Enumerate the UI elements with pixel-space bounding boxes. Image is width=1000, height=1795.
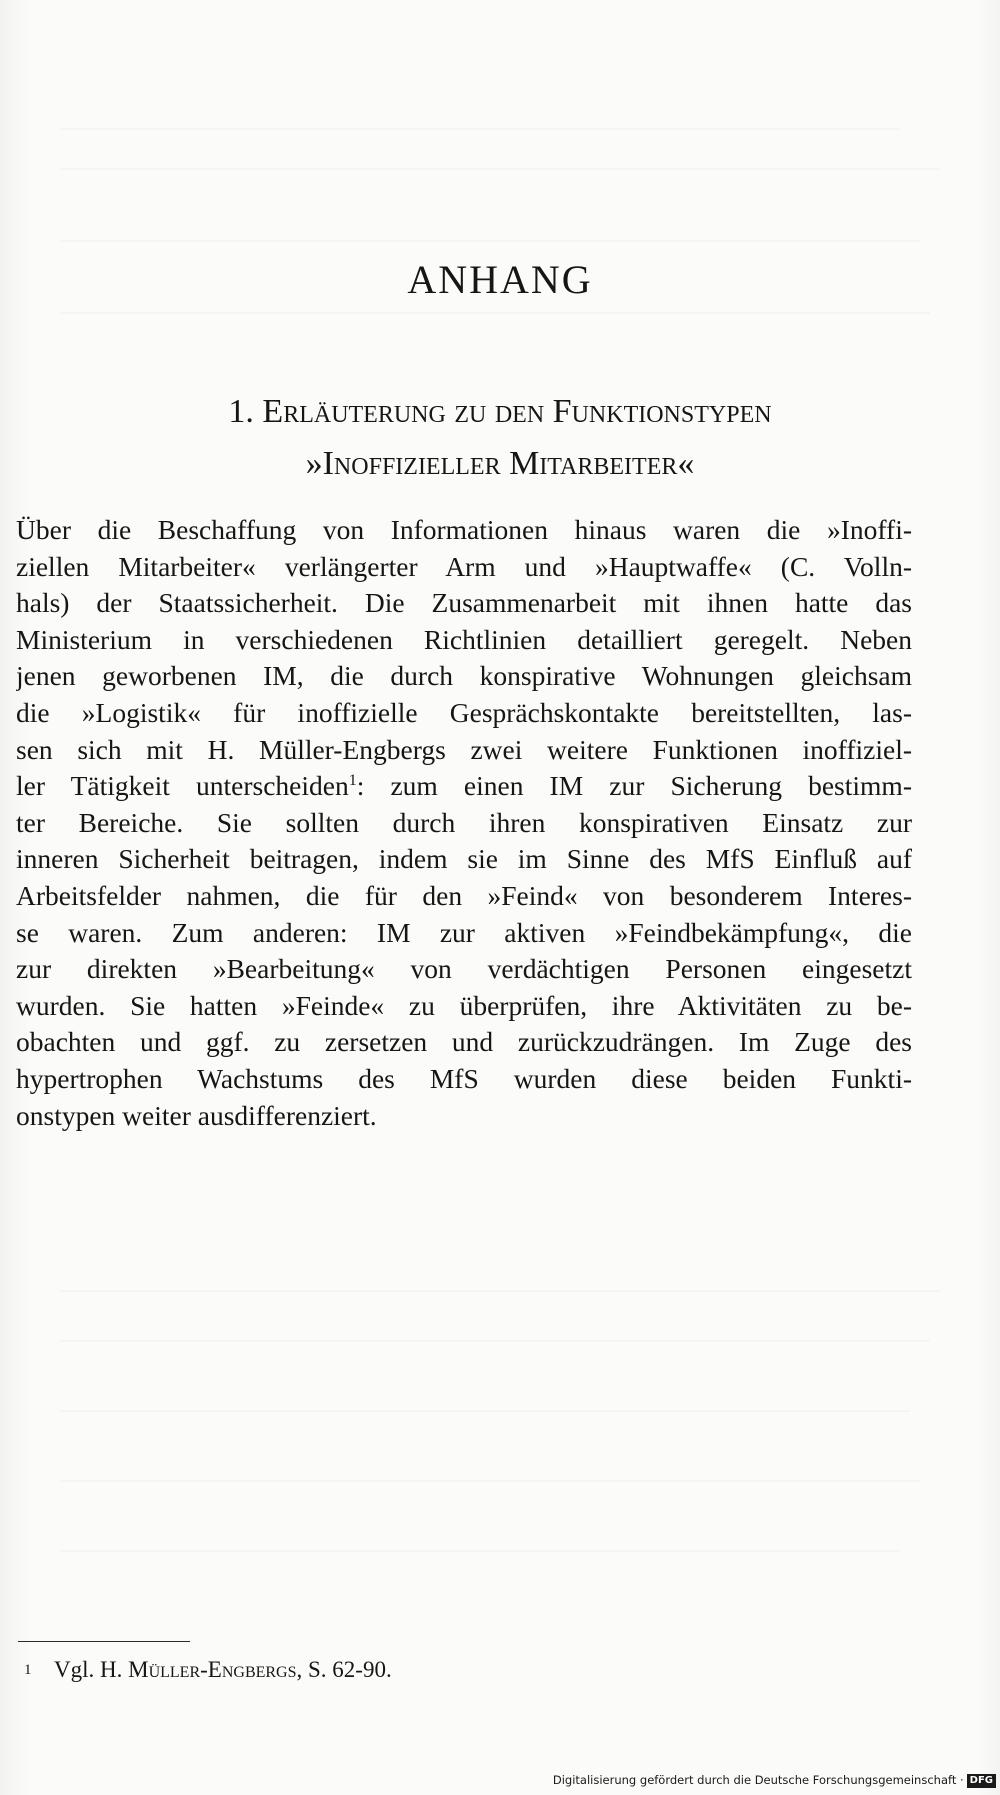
bleed-through-line — [60, 1410, 910, 1412]
bleed-through-line — [60, 312, 930, 314]
body-line: die »Logistik« für inoffizielle Gesprächskontakte bereitstellten, las- — [16, 696, 912, 728]
body-line: hypertrophen Wachstums des MfS wurden diese beiden Funkti- — [16, 1062, 912, 1094]
body-line: ter Bereiche. Sie sollten durch ihren konspirativen Einsatz zur — [16, 806, 912, 838]
body-line: hals) der Staatssicherheit. Die Zusammenarbeit mit ihnen hatte das — [16, 587, 912, 619]
body-line: Über die Beschaffung von Informationen hinaus waren die »Inoffi- — [16, 514, 912, 545]
bleed-through-line — [60, 1480, 920, 1482]
footnote-number: 1 — [24, 1662, 32, 1678]
body-line: zur direkten »Bearbeitung« von verdächtigen Personen eingesetzt — [16, 953, 912, 985]
body-line-start: ler Tätigkeit unterscheiden — [16, 770, 349, 802]
body-line: wurden. Sie hatten »Feinde« zu überprüfen, ihre Aktivitäten zu be- — [16, 989, 912, 1021]
body-line-with-footnote — [16, 768, 912, 805]
footnote-text — [54, 1657, 392, 1682]
body-paragraph — [16, 512, 912, 1134]
credit-text: Digitalisierung gefördert durch die Deutsche Forschungsgemeinschaft · — [552, 1773, 964, 1787]
digitization-credit — [553, 1773, 996, 1788]
dfg-logo-icon: DFG — [967, 1774, 996, 1788]
footnote-divider — [18, 1641, 190, 1642]
footnote-suffix: , S. 62-90. — [296, 1657, 392, 1682]
bleed-through-line — [60, 168, 940, 170]
bleed-through-line — [60, 1340, 930, 1342]
section-heading-line-1: 1. Erläuterung zu den Funktionstypen — [228, 393, 772, 430]
footnote-reference[interactable]: 1 — [348, 772, 357, 789]
bleed-through-line — [60, 1550, 900, 1552]
body-line: Arbeitsfelder nahmen, die für den »Feind« von besonderem Interes- — [16, 879, 912, 911]
body-line: Ministerium in verschiedenen Richtlinien detailliert geregelt. Neben — [16, 623, 912, 655]
footnote — [24, 1655, 904, 1685]
body-line: obachten und ggf. zu zersetzen und zurückzudrängen. Im Zuge des — [16, 1026, 912, 1058]
body-line-end: : zum einen IM zur Sicherung bestimm- — [356, 770, 912, 802]
section-heading-line-2: »Inoffizieller Mitarbeiter« — [305, 445, 695, 482]
body-line: jenen geworbenen IM, die durch konspirative Wohnungen gleichsam — [16, 660, 912, 692]
chapter-title: ANHANG — [407, 257, 593, 302]
bleed-through-line — [60, 128, 900, 130]
footnote-author: Müller-Engbergs — [128, 1657, 297, 1682]
bleed-through-line — [60, 240, 920, 242]
footnote-prefix: Vgl. H. — [54, 1657, 129, 1682]
body-line: se waren. Zum anderen: IM zur aktiven »Feindbekämpfung«, die — [16, 916, 912, 948]
bleed-through-line — [60, 1290, 940, 1292]
section-heading — [0, 386, 1000, 490]
body-line: sen sich mit H. Müller-Engbergs zwei weitere Funktionen inoffiziel- — [16, 733, 912, 765]
body-line: ziellen Mitarbeiter« verlängerter Arm und »Hauptwaffe« (C. Volln- — [16, 550, 912, 582]
body-line: inneren Sicherheit beitragen, indem sie im Sinne des MfS Einfluß auf — [16, 843, 912, 875]
body-line: onstypen weiter ausdifferenziert. — [16, 1099, 377, 1131]
